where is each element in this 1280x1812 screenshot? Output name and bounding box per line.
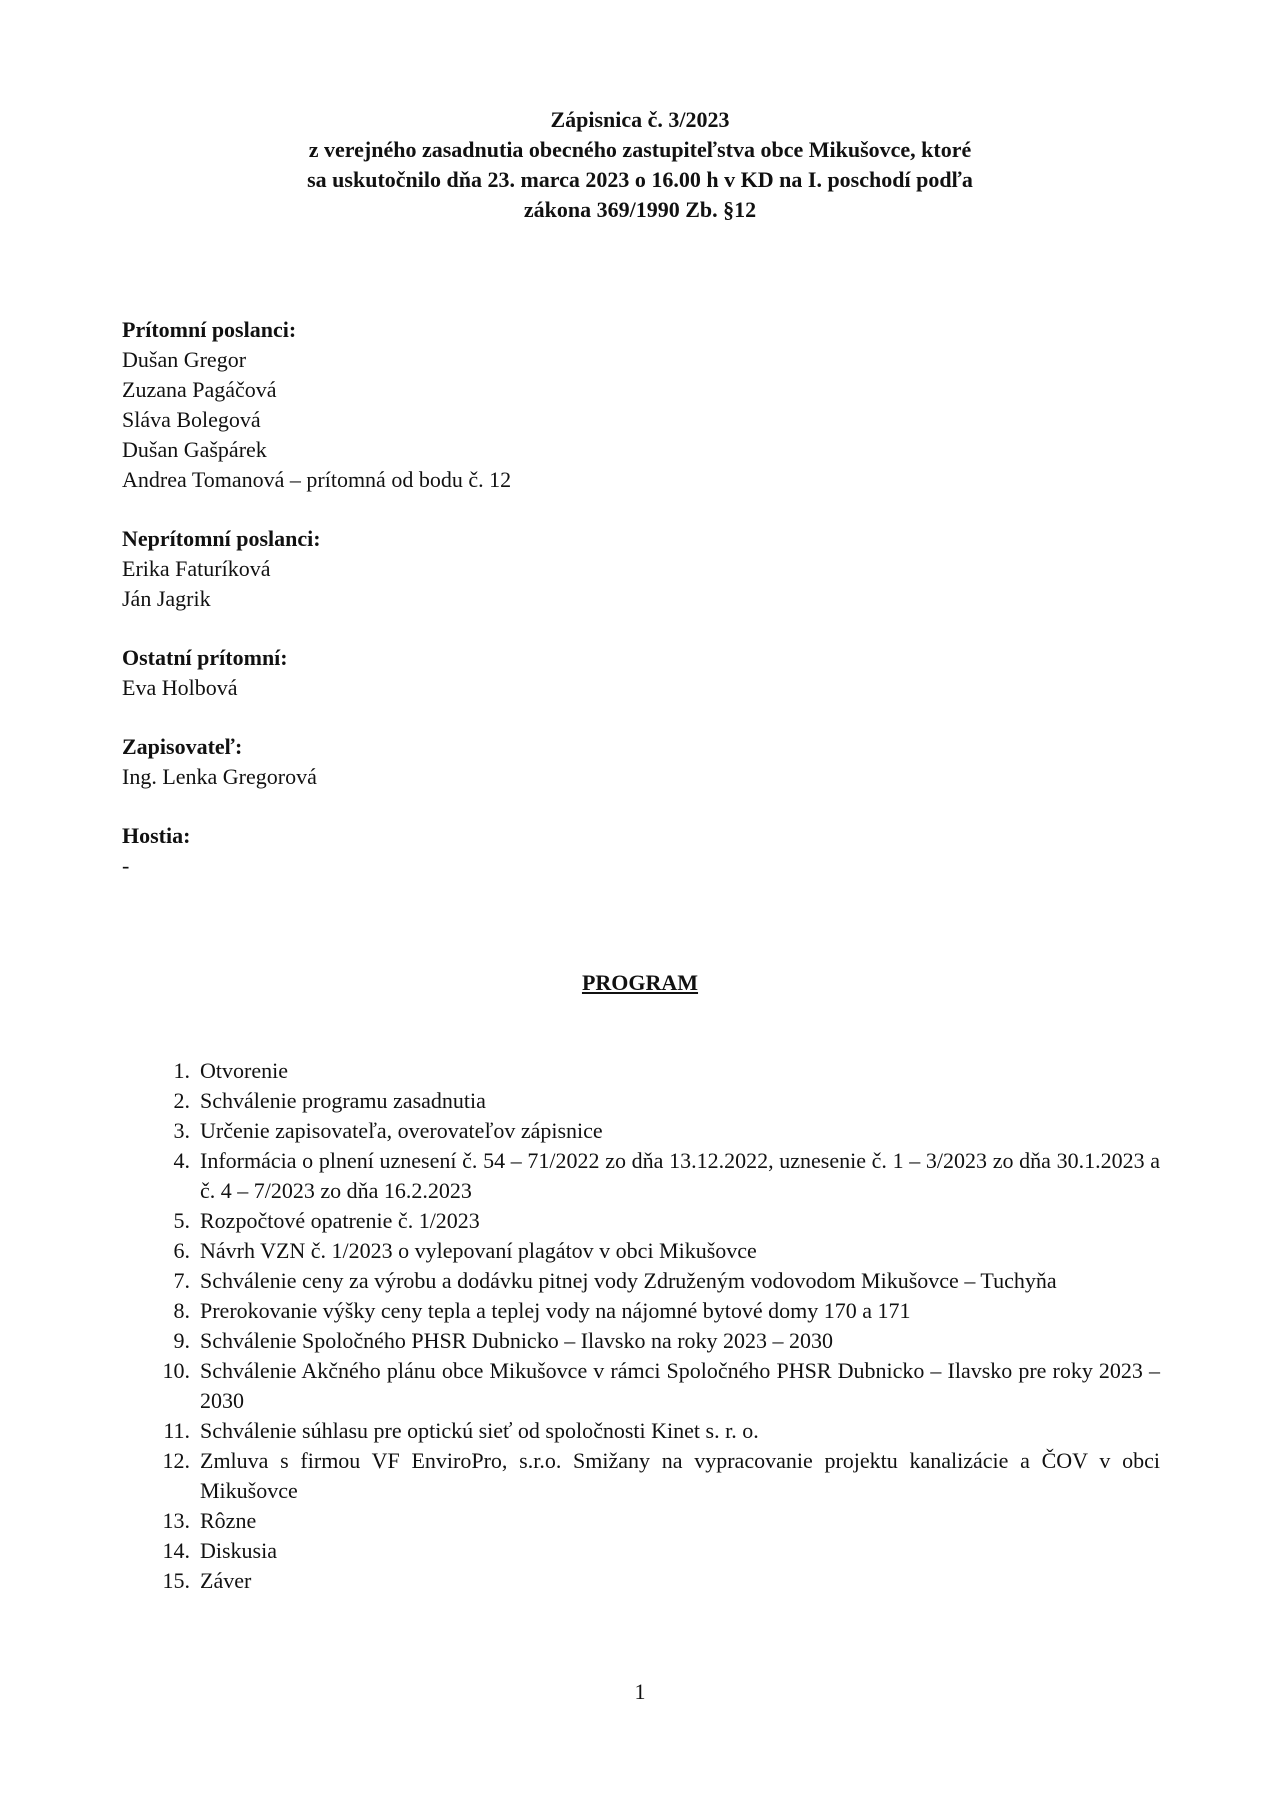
section-guests [122,821,1162,881]
document-header [120,105,1160,225]
section-heading: Hostia: [122,823,191,848]
attendee-name: Andrea Tomanová – prítomná od bodu č. 12 [122,467,512,492]
program-item-text: Návrh VZN č. 1/2023 o vylepovaní plagátov v obci Mikušovce [200,1238,757,1263]
program-item-text: Diskusia [200,1538,277,1563]
attendee-name: Zuzana Pagáčová [122,377,277,402]
program-item [150,1296,1160,1326]
program-item [150,1356,1160,1416]
attendee-name: Ing. Lenka Gregorová [122,764,317,789]
program-item-number: 2. [173,1088,190,1113]
section-absent-deputies [122,524,1162,614]
program-item [150,1236,1160,1266]
program-item-text: Informácia o plnení uznesení č. 54 – 71/2022 zo dňa 13.12.2022, uznesenie č. 1 – 3/2023 zo dňa 30.1.2023 a č. 4 – 7/2023 zo dňa 16.2.2023 [200,1148,1160,1203]
program-item [150,1446,1160,1506]
program-item-text: Schválenie Akčného plánu obce Mikušovce v rámci Spoločného PHSR Dubnicko – Ilavsko pre roky 2023 – 2030 [200,1358,1160,1413]
attendance-sections [122,315,1162,910]
program-title: PROGRAM [581,970,699,995]
attendee-name: Dušan Gregor [122,347,247,372]
attendee-name: Erika Faturíková [122,556,271,581]
program-item [150,1416,1160,1446]
program-item-text: Schválenie ceny za výrobu a dodávku pitnej vody Združeným vodovodom Mikušovce – Tuchyňa [200,1268,1057,1293]
program-item-number: 4. [173,1148,190,1173]
document-title: Zápisnica č. 3/2023 [550,107,730,132]
program-item-number: 8. [173,1298,190,1323]
program-item [150,1326,1160,1356]
document-subtitle-line-1: z verejného zasadnutia obecného zastupiteľstva obce Mikušovce, ktoré [308,137,972,162]
program-list [150,1056,1160,1596]
program-item [150,1266,1160,1296]
section-recorder [122,732,1162,792]
program-item [150,1206,1160,1236]
program-item-text: Schválenie súhlasu pre optickú sieť od spoločnosti Kinet s. r. o. [200,1418,759,1443]
attendee-name: Sláva Bolegová [122,407,261,432]
program-item-number: 14. [162,1538,190,1563]
program-item-text: Určenie zapisovateľa, overovateľov zápisnice [200,1118,603,1143]
program-item-number: 9. [173,1328,190,1353]
program-item [150,1086,1160,1116]
program-item-text: Schválenie programu zasadnutia [200,1088,486,1113]
attendee-name: - [122,853,130,878]
program-item-number: 5. [173,1208,190,1233]
program-item-number: 15. [162,1568,190,1593]
program-item-text: Otvorenie [200,1058,288,1083]
program-item-number: 13. [162,1508,190,1533]
program-item [150,1506,1160,1536]
program-item [150,1116,1160,1146]
program-item [150,1566,1160,1596]
attendee-name: Ján Jagrik [122,586,211,611]
program-item-text: Rôzne [200,1508,257,1533]
document-subtitle-line-2: sa uskutočnilo dňa 23. marca 2023 o 16.00 h v KD na I. poschodí podľa [307,167,973,192]
section-heading: Ostatní prítomní: [122,645,288,670]
document-subtitle-line-3: zákona 369/1990 Zb. §12 [523,197,757,222]
section-other-present [122,643,1162,703]
program-item-text: Rozpočtové opatrenie č. 1/2023 [200,1208,480,1233]
program-item-text: Schválenie Spoločného PHSR Dubnicko – Ilavsko na roky 2023 – 2030 [200,1328,834,1353]
attendee-name: Eva Holbová [122,675,238,700]
page-number: 1 [634,1679,646,1704]
program-item-number: 3. [173,1118,190,1143]
program-item [150,1146,1160,1206]
program-item [150,1536,1160,1566]
program-item-text: Zmluva s firmou VF EnviroPro, s.r.o. Smižany na vypracovanie projektu kanalizácie a ČOV v obci Mikušovce [200,1448,1160,1503]
program-item [150,1056,1160,1086]
program-item-number: 1. [173,1058,190,1083]
program-item-text: Prerokovanie výšky ceny tepla a teplej vody na nájomné bytové domy 170 a 171 [200,1298,911,1323]
program-item-number: 11. [163,1418,190,1443]
program-item-text: Záver [200,1568,252,1593]
section-heading: Prítomní poslanci: [122,317,297,342]
attendee-name: Dušan Gašpárek [122,437,267,462]
program-item-number: 10. [162,1358,190,1383]
program-item-number: 12. [162,1448,190,1473]
section-heading: Zapisovateľ: [122,734,243,759]
program-item-number: 7. [173,1268,190,1293]
section-heading: Neprítomní poslanci: [122,526,321,551]
section-present-deputies [122,315,1162,495]
program-item-number: 6. [173,1238,190,1263]
